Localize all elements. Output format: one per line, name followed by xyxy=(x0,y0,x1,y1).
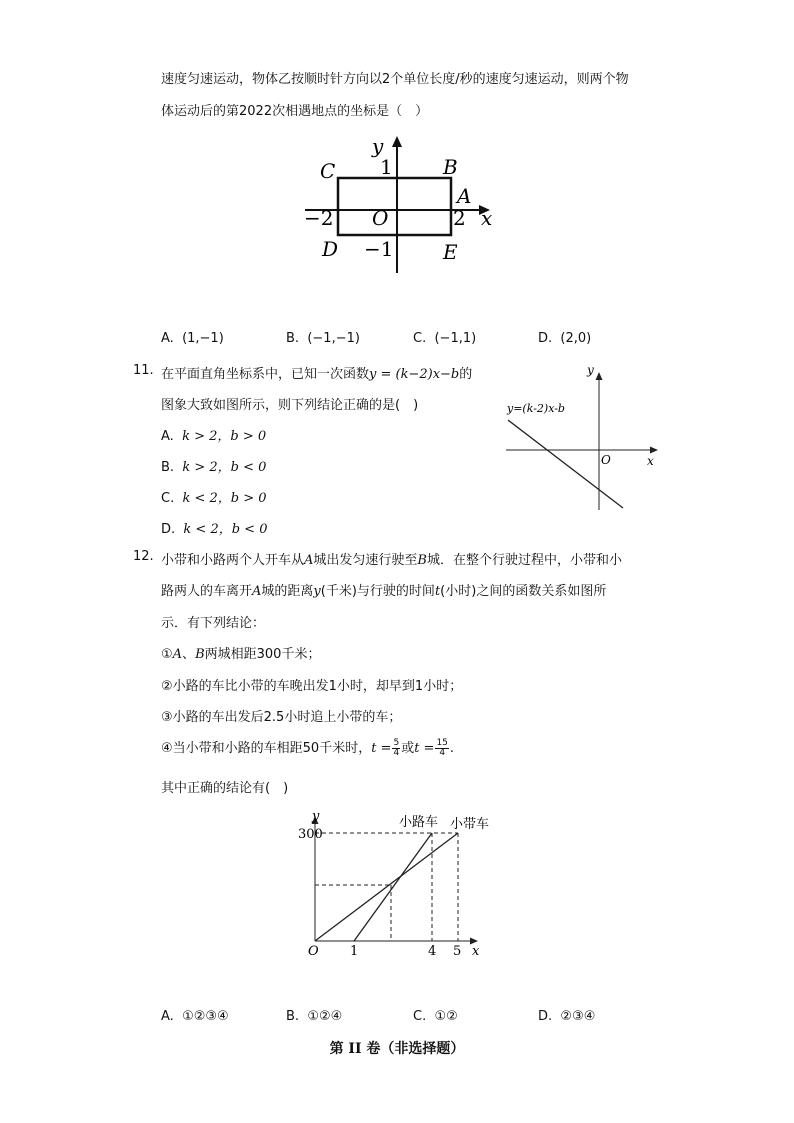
city-b: B xyxy=(417,553,427,568)
text: 城．在整个行驶过程中，小带和小 xyxy=(426,553,622,568)
q11-origin: O xyxy=(601,453,611,467)
text: 路两人的车离开 xyxy=(161,584,253,599)
text: 城出发匀速行驶至 xyxy=(313,553,418,568)
fraction-5-4 xyxy=(392,739,400,758)
q12-question: 其中正确的结论有( ) xyxy=(161,781,289,796)
numerator: 15 xyxy=(436,738,448,748)
q12-stem-line1 xyxy=(161,549,622,568)
q10-origin: O xyxy=(372,206,389,230)
option-text: (1,−1) xyxy=(182,331,224,346)
q12-option-a[interactable] xyxy=(161,1009,229,1024)
option-letter: D. xyxy=(538,1009,553,1024)
q10-point-b: B xyxy=(443,155,458,179)
q12-tick-4: 4 xyxy=(428,944,437,959)
q12-lu-label: 小路车 xyxy=(399,815,439,830)
q10-x-label: x xyxy=(481,206,493,230)
q10-stem-line1: 速度匀速运动，物体乙按顺时针方向以2个单位长度/秒的速度匀速运动，则两个物 xyxy=(161,72,629,87)
q10-y-label: y xyxy=(372,134,384,158)
option-letter: D. xyxy=(538,331,553,346)
option-letter: D. xyxy=(161,522,176,537)
text: ① xyxy=(161,647,173,662)
option-letter: C. xyxy=(161,491,175,506)
option-text: k > 2，b < 0 xyxy=(182,460,267,475)
q11-option-a[interactable] xyxy=(161,425,266,444)
option-text: k < 2，b > 0 xyxy=(182,491,267,506)
q11-x-axis-arrow xyxy=(650,447,658,454)
fraction-15-4 xyxy=(435,739,448,758)
text: 城的距离 xyxy=(261,584,314,599)
section-title: 第 II 卷（非选择题） xyxy=(329,1041,465,1057)
q10-point-a: A xyxy=(457,184,472,208)
city-b: B xyxy=(195,647,205,662)
q12-origin: O xyxy=(308,944,319,959)
option-letter: A. xyxy=(161,429,174,444)
var-y: y xyxy=(313,584,321,599)
option-letter: B. xyxy=(286,1009,300,1024)
denominator: 4 xyxy=(393,748,400,758)
q12-conclusion-3: ③小路的车出发后2.5小时追上小带的车； xyxy=(161,710,402,725)
t-equals: t = xyxy=(414,741,435,756)
text: 、 xyxy=(182,647,196,662)
q10-option-d[interactable] xyxy=(538,331,591,346)
q10-tick-1: 1 xyxy=(380,155,393,179)
text: (千米)与行驶的时间 xyxy=(320,584,435,599)
t-equals: t = xyxy=(371,741,392,756)
option-text: ①②③④ xyxy=(182,1009,229,1024)
denominator: 4 xyxy=(439,748,446,758)
text: 小带和小路两个人开车从 xyxy=(161,553,305,568)
option-text: k > 2，b > 0 xyxy=(182,429,267,444)
q11-function-graph xyxy=(500,360,670,515)
q11-option-b[interactable] xyxy=(161,456,266,475)
numerator: 5 xyxy=(393,738,400,748)
q12-number: 12. xyxy=(133,549,154,564)
q12-lu-line xyxy=(354,833,432,941)
city-a: A xyxy=(304,553,314,568)
option-letter: B. xyxy=(161,460,175,475)
q12-tick-1: 1 xyxy=(350,944,359,959)
q12-conclusion-2: ②小路的车比小带的车晚出发1小时，却早到1小时； xyxy=(161,679,463,694)
q10-stem-line2: 体运动后的第2022次相遇地点的坐标是（ ） xyxy=(161,104,429,119)
q10-option-b[interactable] xyxy=(286,331,360,346)
text: 或 xyxy=(401,741,415,756)
text: . xyxy=(449,741,455,756)
q10-option-c[interactable] xyxy=(413,331,476,346)
text: ④当小带和小路的车相距50千米时， xyxy=(161,741,372,756)
q12-option-c[interactable] xyxy=(413,1009,458,1024)
q12-dai-label: 小带车 xyxy=(450,817,490,832)
q12-stem-line2 xyxy=(161,580,606,599)
text: 两城相距300千米； xyxy=(204,647,321,662)
q11-stem-post: 的 xyxy=(459,367,473,382)
q10-option-a[interactable] xyxy=(161,331,224,346)
q11-y-axis-arrow xyxy=(596,372,603,380)
q11-stem-line1 xyxy=(161,363,472,382)
q12-conclusion-1 xyxy=(161,643,320,662)
q12-distance-time-graph xyxy=(290,805,510,970)
q11-function: y = (k−2)x−b xyxy=(369,367,460,382)
q10-tick-neg2: −2 xyxy=(304,206,334,230)
q10-point-d: D xyxy=(322,237,339,261)
option-text: ①②④ xyxy=(307,1009,343,1024)
q10-y-axis-arrow xyxy=(392,136,402,147)
q12-tick-5: 5 xyxy=(453,944,462,959)
q11-number: 11. xyxy=(133,363,154,378)
option-letter: C. xyxy=(413,1009,427,1024)
q10-point-e: E xyxy=(443,240,458,264)
q11-stem-line2: 图象大致如图所示，则下列结论正确的是( ) xyxy=(161,398,419,413)
q11-y-label: y xyxy=(587,363,594,377)
option-text: k < 2，b < 0 xyxy=(183,522,268,537)
q10-tick-neg1: −1 xyxy=(364,237,394,261)
q11-option-d[interactable] xyxy=(161,518,267,537)
q10-point-c: C xyxy=(320,159,336,183)
option-text: ①② xyxy=(434,1009,458,1024)
q11-stem-pre: 在平面直角坐标系中，已知一次函数 xyxy=(161,367,370,382)
q12-tick-300: 300 xyxy=(298,827,323,842)
option-letter: B. xyxy=(286,331,300,346)
q12-option-d[interactable] xyxy=(538,1009,595,1024)
q10-tick-2: 2 xyxy=(453,206,466,230)
q11-function-label: y=(k-2)x-b xyxy=(507,402,565,415)
option-letter: C. xyxy=(413,331,427,346)
var-t: t xyxy=(434,584,441,599)
option-text: (−1,−1) xyxy=(307,331,360,346)
q10-rectangle xyxy=(338,178,451,235)
option-text: ②③④ xyxy=(560,1009,596,1024)
q12-y-label: y xyxy=(312,809,320,824)
option-text: (−1,1) xyxy=(434,331,477,346)
option-letter: A. xyxy=(161,1009,174,1024)
option-text: (2,0) xyxy=(560,331,592,346)
q12-dai-line xyxy=(315,833,458,941)
q12-stem-line3: 示．有下列结论： xyxy=(161,616,266,631)
city-a: A xyxy=(252,584,262,599)
q11-option-c[interactable] xyxy=(161,487,267,506)
q11-x-label: x xyxy=(647,454,654,468)
city-a: A xyxy=(172,647,183,662)
q12-option-b[interactable] xyxy=(286,1009,342,1024)
q10-rectangle-figure xyxy=(300,128,500,278)
text: (小时)之间的函数关系如图所 xyxy=(440,584,607,599)
q12-conclusion-4 xyxy=(161,737,454,758)
q12-x-label: x xyxy=(472,944,480,959)
option-letter: A. xyxy=(161,331,174,346)
